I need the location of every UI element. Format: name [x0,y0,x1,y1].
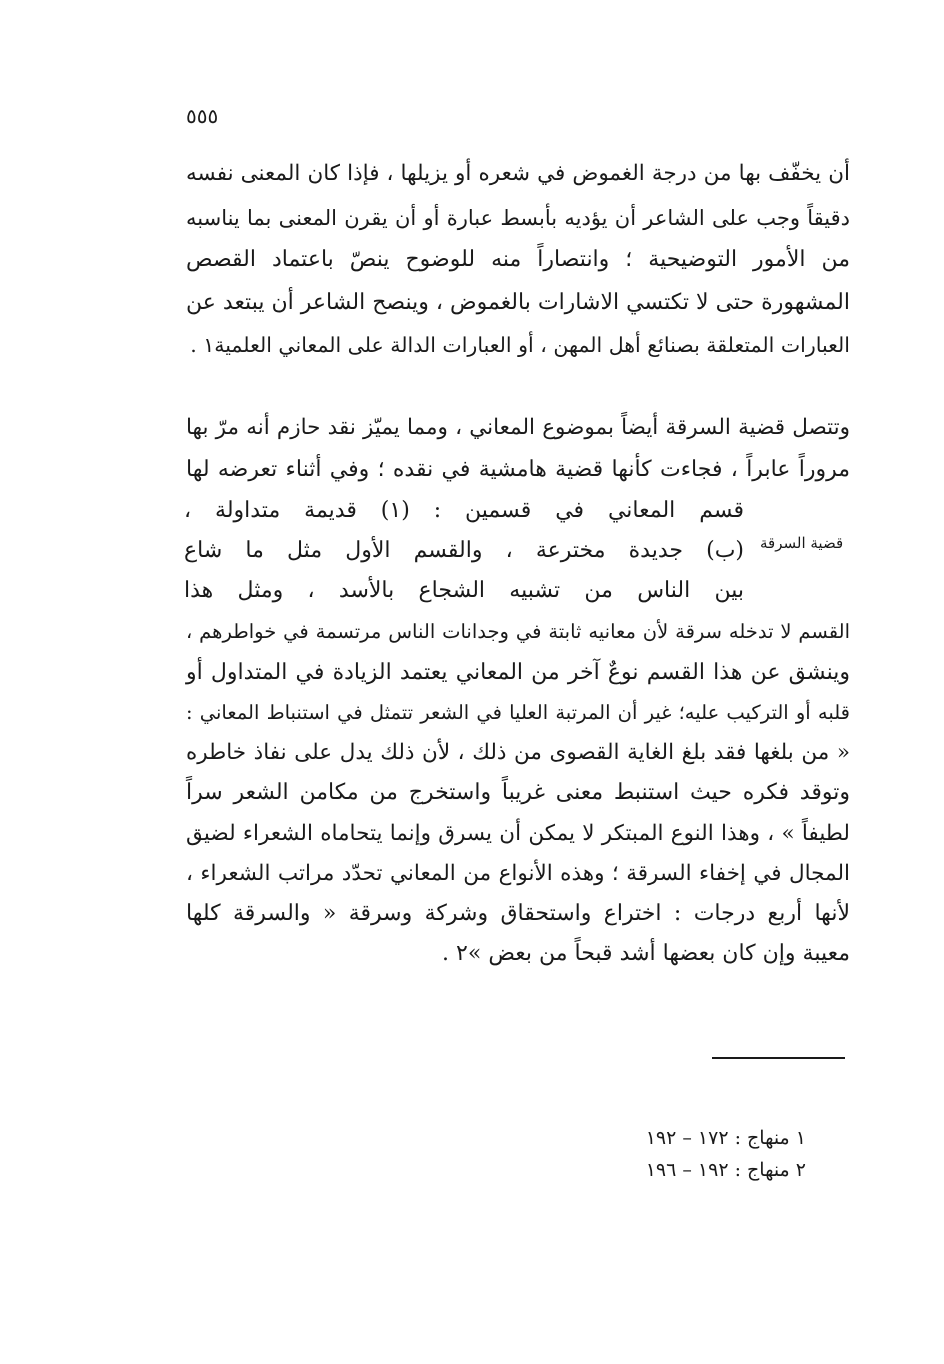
text-line: العبارات المتعلقة بصنائع أهل المهن ، أو العبارات الدالة على المعاني العلمية١ . [190,333,850,357]
text-line: بين الناس من تشبيه الشجاع بالأسد ، ومثل هذا [184,578,744,603]
text-line: من الأمور التوضيحية ؛ وانتصاراً منه للوضوح ينصّ باعتماد القصص [186,247,850,272]
text-line: قلبه أو التركيب عليه؛ غير أن المرتبة العليا في الشعر تتمثل في استنباط المعاني : [186,701,850,724]
text-line: لأنها أربع درجات : اختراع واستحقاق وشركة وسرقة « والسرقة كلها [186,901,850,926]
text-line: المشهورة حتى لا تكتسي الاشارات بالغموض ، وينصح الشاعر أن يبتعد عن [186,290,850,315]
text-line: القسم لا تدخله سرقة لأن معانيه ثابتة في وجدانات الناس مرتسمة في خواطرهم ، [186,620,850,643]
text-line: وينشق عن هذا القسم نوعٌ آخر من المعاني يعتمد الزيادة في المتداول أو [186,660,850,685]
text-line: وتتصل قضية السرقة أيضاً بموضوع المعاني ، ومما يميّز نقد حازم أنه مرّ بها [186,415,850,440]
text-line: « من بلغها فقد بلغ الغاية القصوى من ذلك ، لأن ذلك يدل على نفاذ خاطره [186,740,850,765]
text-line: مروراً عابراً ، فجاءت كأنها قضية هامشية في نقده ؛ وفي أثناء تعرضه لها [186,457,850,482]
text-line: وتوقد فكره حيث استنبط معنى غريباً واستخرج من مكامن الشعر سراً [186,780,850,805]
text-line: قسم المعاني في قسمين : (١) قديمة متداولة ، [184,498,744,523]
footnote: ٢ منهاج : ١٩٢ – ١٩٦ [645,1159,806,1181]
text-line: المجال في إخفاء السرقة ؛ وهذه الأنواع من المعاني تحدّد مراتب الشعراء ، [186,861,850,886]
text-line: دقيقاً وجب على الشاعر أن يؤديه بأبسط عبارة أو أن يقرن المعنى بما يناسبه [186,206,850,230]
text-line: معيبة وإن كان بعضها أشد قبحاً من بعض »٢ . [442,941,850,966]
margin-note: قضية السرقة [760,534,844,552]
footnote: ١ منهاج : ١٧٢ – ١٩٢ [645,1127,806,1149]
text-line: (ب) جديدة مخترعة ، والقسم الأول مثل ما شاع [184,538,744,563]
page-number: ٥٥٥ [186,104,219,128]
text-line: أن يخفّف بها من درجة الغموض في شعره أو يزيلها ، فإذا كان المعنى نفسه [186,161,850,186]
text-line: لطيفاً » ، وهذا النوع المبتكر لا يمكن أن يسرق وإنما يتحاماه الشعراء لضيق [186,821,850,846]
footnote-divider [712,1057,845,1059]
